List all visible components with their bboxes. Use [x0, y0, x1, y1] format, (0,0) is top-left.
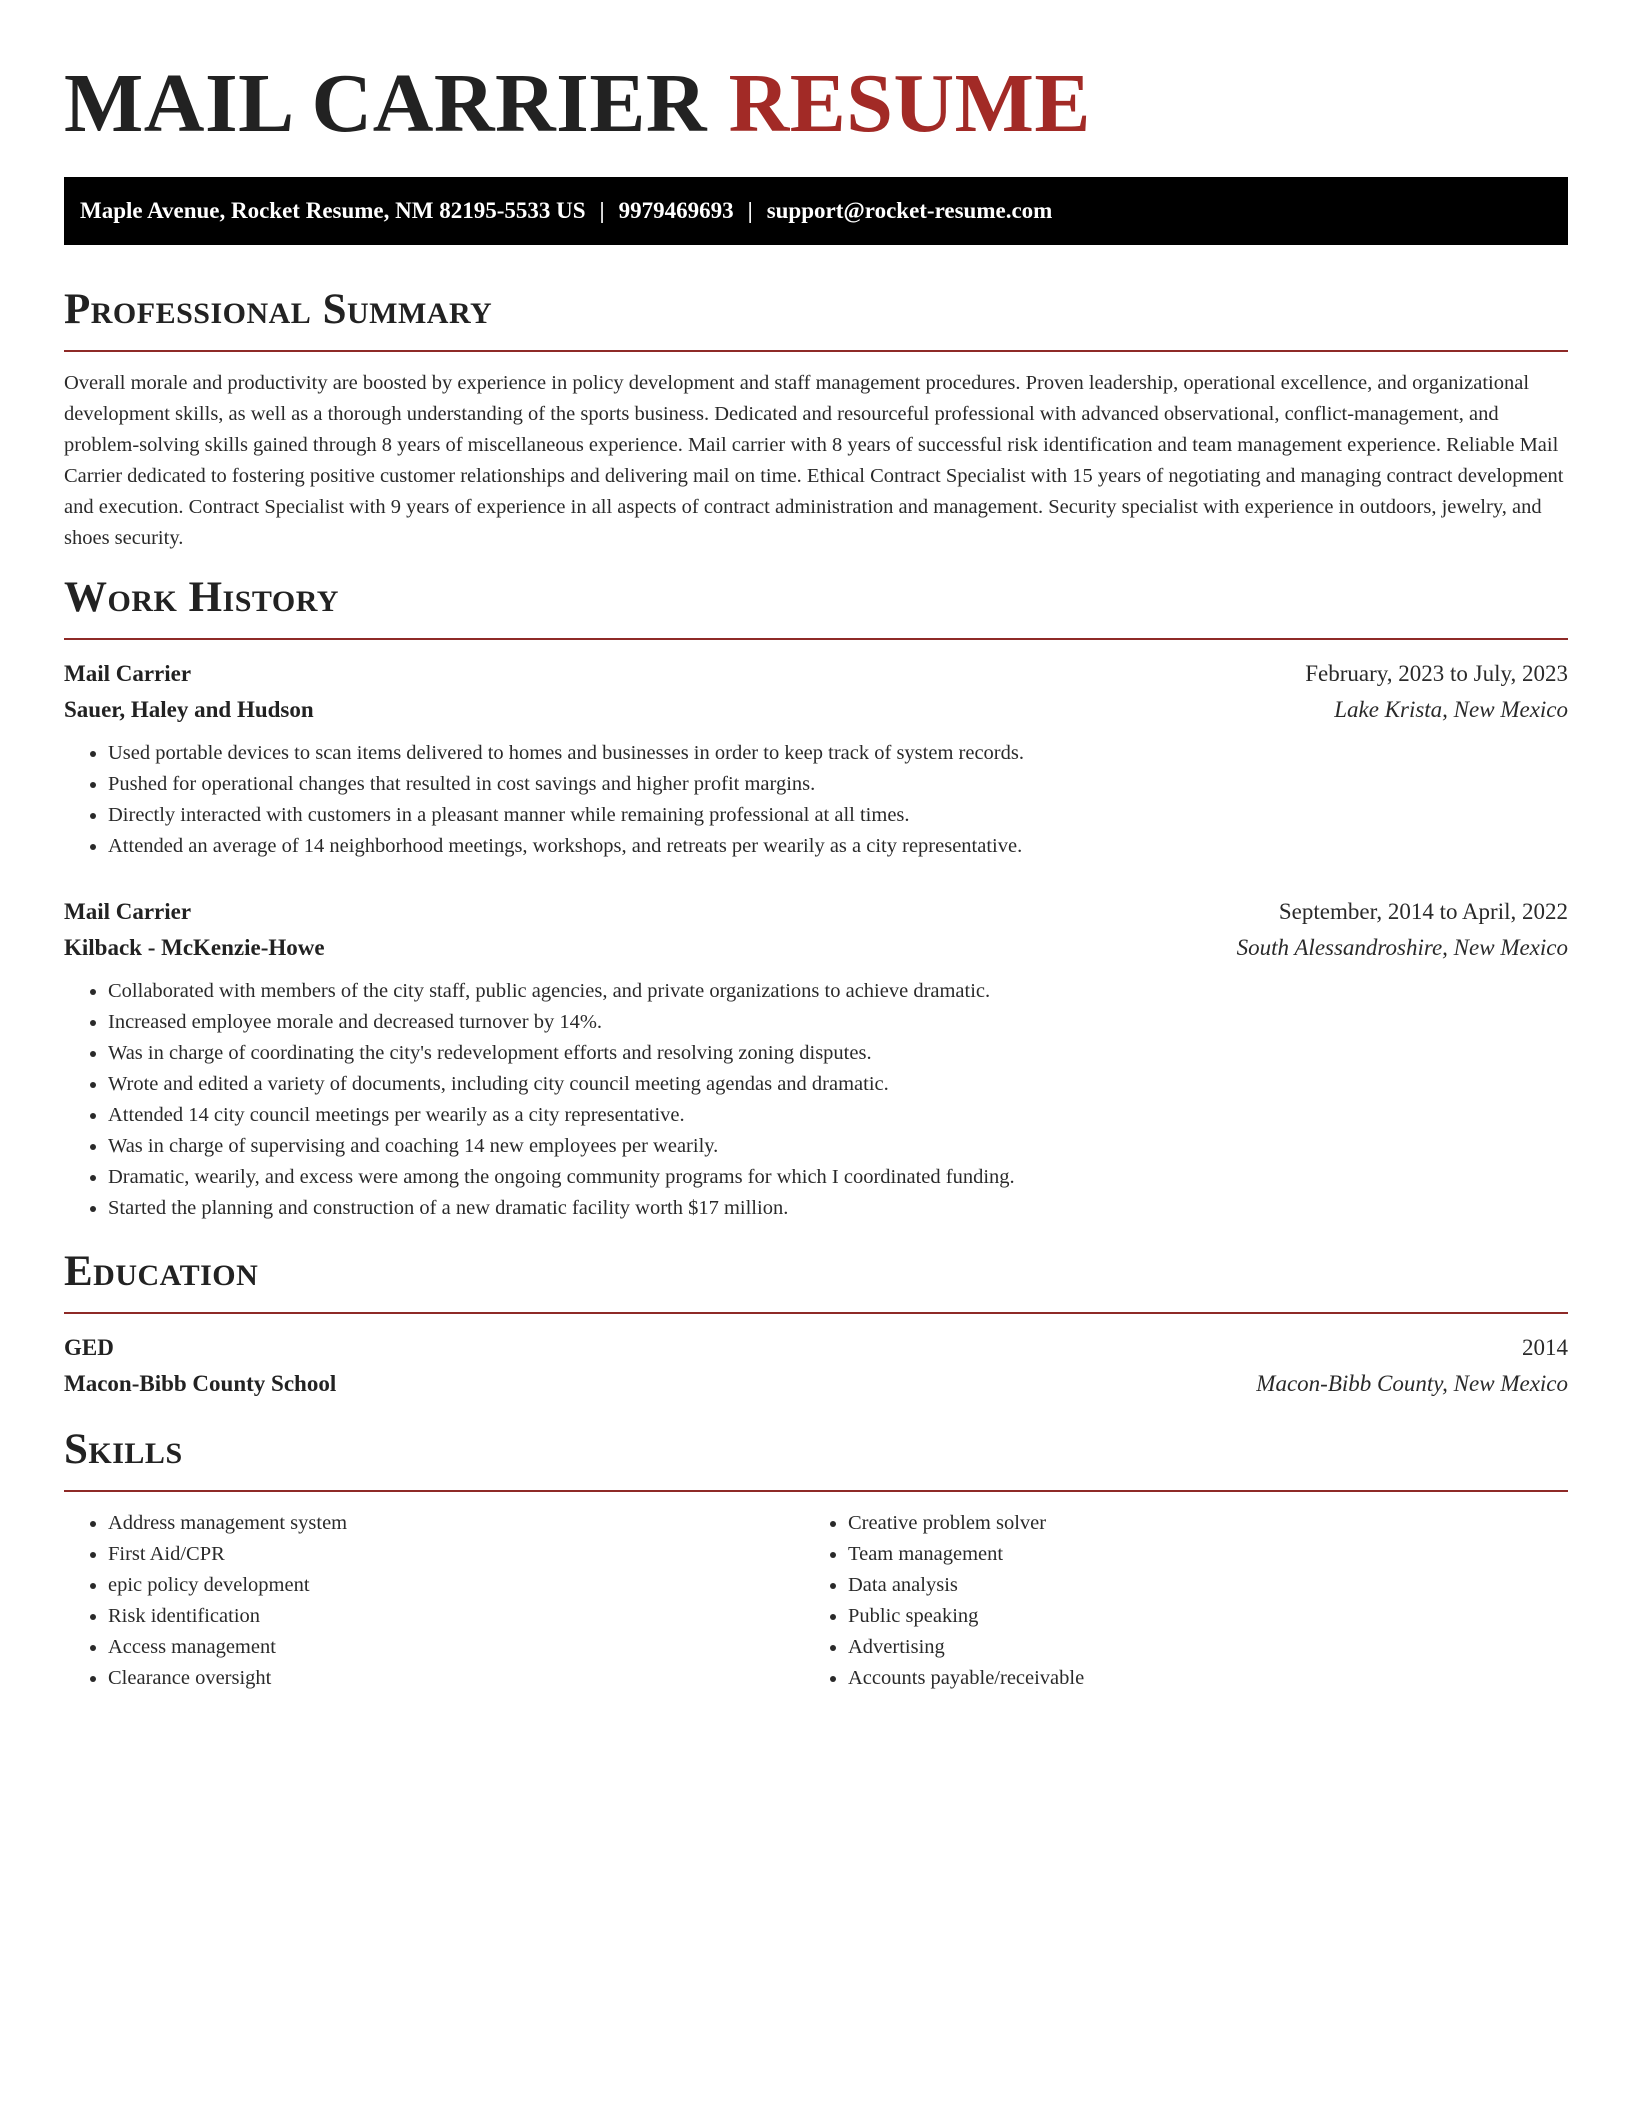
work-history-section — [64, 572, 1568, 1224]
contact-address: Maple Avenue, Rocket Resume, NM 82195-5533 US — [80, 198, 586, 223]
skills-section — [64, 1424, 1568, 1694]
job-company-row — [64, 930, 1568, 966]
skill-item: • Data analysis — [848, 1570, 1544, 1601]
job-company: Kilback - McKenzie-Howe — [64, 935, 325, 960]
skill-item: • Address management system — [108, 1508, 804, 1539]
skill-item: • Creative problem solver — [848, 1508, 1544, 1539]
job-entry — [64, 894, 1568, 1224]
job-company: Sauer, Haley and Hudson — [64, 697, 314, 722]
skill-item: • First Aid/CPR — [108, 1539, 804, 1570]
job-bullet: • Collaborated with members of the city staff, public agencies, and private organizations to achieve dramatic. — [108, 976, 1568, 1007]
title-main: MAIL CARRIER — [64, 57, 708, 150]
job-bullet: • Attended an average of 14 neighborhood meetings, workshops, and retreats per wearily as a city representative. — [108, 831, 1568, 862]
contact-separator: | — [747, 198, 753, 223]
job-title: Mail Carrier — [64, 661, 192, 686]
job-bullet: • Was in charge of supervising and coaching 14 new employees per wearily. — [108, 1131, 1568, 1162]
job-bullet: • Directly interacted with customers in a pleasant manner while remaining professional at all times. — [108, 800, 1568, 831]
job-bullet: • Wrote and edited a variety of documents, including city council meeting agendas and dramatic. — [108, 1069, 1568, 1100]
section-heading-work-history: Work History — [64, 574, 339, 621]
contact-bar — [64, 177, 1568, 245]
job-dates: September, 2014 to April, 2022 — [1278, 899, 1568, 924]
education-year: 2014 — [1522, 1335, 1568, 1360]
contact-separator: | — [599, 198, 605, 223]
skills-list-left — [64, 1508, 804, 1694]
education-location: Macon-Bibb County, New Mexico — [1256, 1371, 1568, 1396]
section-heading-summary: Professional Summary — [64, 286, 493, 333]
contact-email: support@rocket-resume.com — [766, 198, 1053, 223]
skill-item: • Accounts payable/receivable — [848, 1663, 1544, 1694]
skill-item: • Access management — [108, 1632, 804, 1663]
job-header-row — [64, 894, 1568, 930]
job-bullet: • Increased employee morale and decreased turnover by 14%. — [108, 1007, 1568, 1038]
section-divider — [64, 1312, 1568, 1314]
skill-item: • Advertising — [848, 1632, 1544, 1663]
contact-phone: 9979469693 — [618, 198, 734, 223]
job-bullet: • Pushed for operational changes that resulted in cost savings and higher profit margins. — [108, 769, 1568, 800]
summary-section — [64, 284, 1568, 554]
education-degree: GED — [64, 1335, 114, 1360]
section-divider — [64, 350, 1568, 352]
education-degree-row — [64, 1330, 1568, 1366]
job-entry — [64, 656, 1568, 862]
job-bullet: • Attended 14 city council meetings per wearily as a city representative. — [108, 1100, 1568, 1131]
skill-item: • Clearance oversight — [108, 1663, 804, 1694]
job-bullets — [64, 976, 1568, 1224]
title-accent: RESUME — [728, 57, 1091, 150]
job-bullet: • Used portable devices to scan items delivered to homes and businesses in order to keep track of system records. — [108, 738, 1568, 769]
section-divider — [64, 638, 1568, 640]
skill-item: • Public speaking — [848, 1601, 1544, 1632]
skill-item: • epic policy development — [108, 1570, 804, 1601]
resume-title — [64, 56, 1568, 152]
skills-list-right — [804, 1508, 1544, 1694]
job-header-row — [64, 656, 1568, 692]
section-heading-education: Education — [64, 1248, 259, 1295]
education-school: Macon-Bibb County School — [64, 1371, 337, 1396]
job-company-row — [64, 692, 1568, 728]
job-bullet: • Dramatic, wearily, and excess were among the ongoing community programs for which I coordinated funding. — [108, 1162, 1568, 1193]
section-divider — [64, 1490, 1568, 1492]
job-title: Mail Carrier — [64, 899, 192, 924]
section-heading-skills: Skills — [64, 1426, 183, 1473]
job-bullets — [64, 738, 1568, 862]
skill-item: • Team management — [848, 1539, 1544, 1570]
job-dates: February, 2023 to July, 2023 — [1305, 661, 1568, 686]
education-school-row — [64, 1366, 1568, 1402]
job-location: Lake Krista, New Mexico — [1334, 697, 1568, 722]
job-bullet: • Started the planning and construction of a new dramatic facility worth $17 million. — [108, 1193, 1568, 1224]
summary-text: Overall morale and productivity are boosted by experience in policy development and staff management procedures. Proven leadership, operational excellence, and organizational development skills, as well as a thorough understanding of the sports business. Dedicated and resourceful professional with advanced observational, conflict-management, and problem-solving skills gained through 8 years of miscellaneous experience. Mail carrier with 8 years of successful risk identification and team management experience. Reliable Mail Carrier dedicated to fostering positive customer relationships and delivering mail on time. Ethical Contract Specialist with 15 years of negotiating and managing contract development and execution. Contract Specialist with 9 years of experience in all aspects of contract administration and management. Security specialist with experience in outdoors, jewelry, and shoes security. — [64, 372, 1564, 549]
job-location: South Alessandroshire, New Mexico — [1236, 935, 1568, 960]
skill-item: • Risk identification — [108, 1601, 804, 1632]
job-bullet: • Was in charge of coordinating the city's redevelopment efforts and resolving zoning disputes. — [108, 1038, 1568, 1069]
skills-columns — [64, 1508, 1568, 1694]
education-section — [64, 1246, 1568, 1402]
education-entry — [64, 1330, 1568, 1402]
